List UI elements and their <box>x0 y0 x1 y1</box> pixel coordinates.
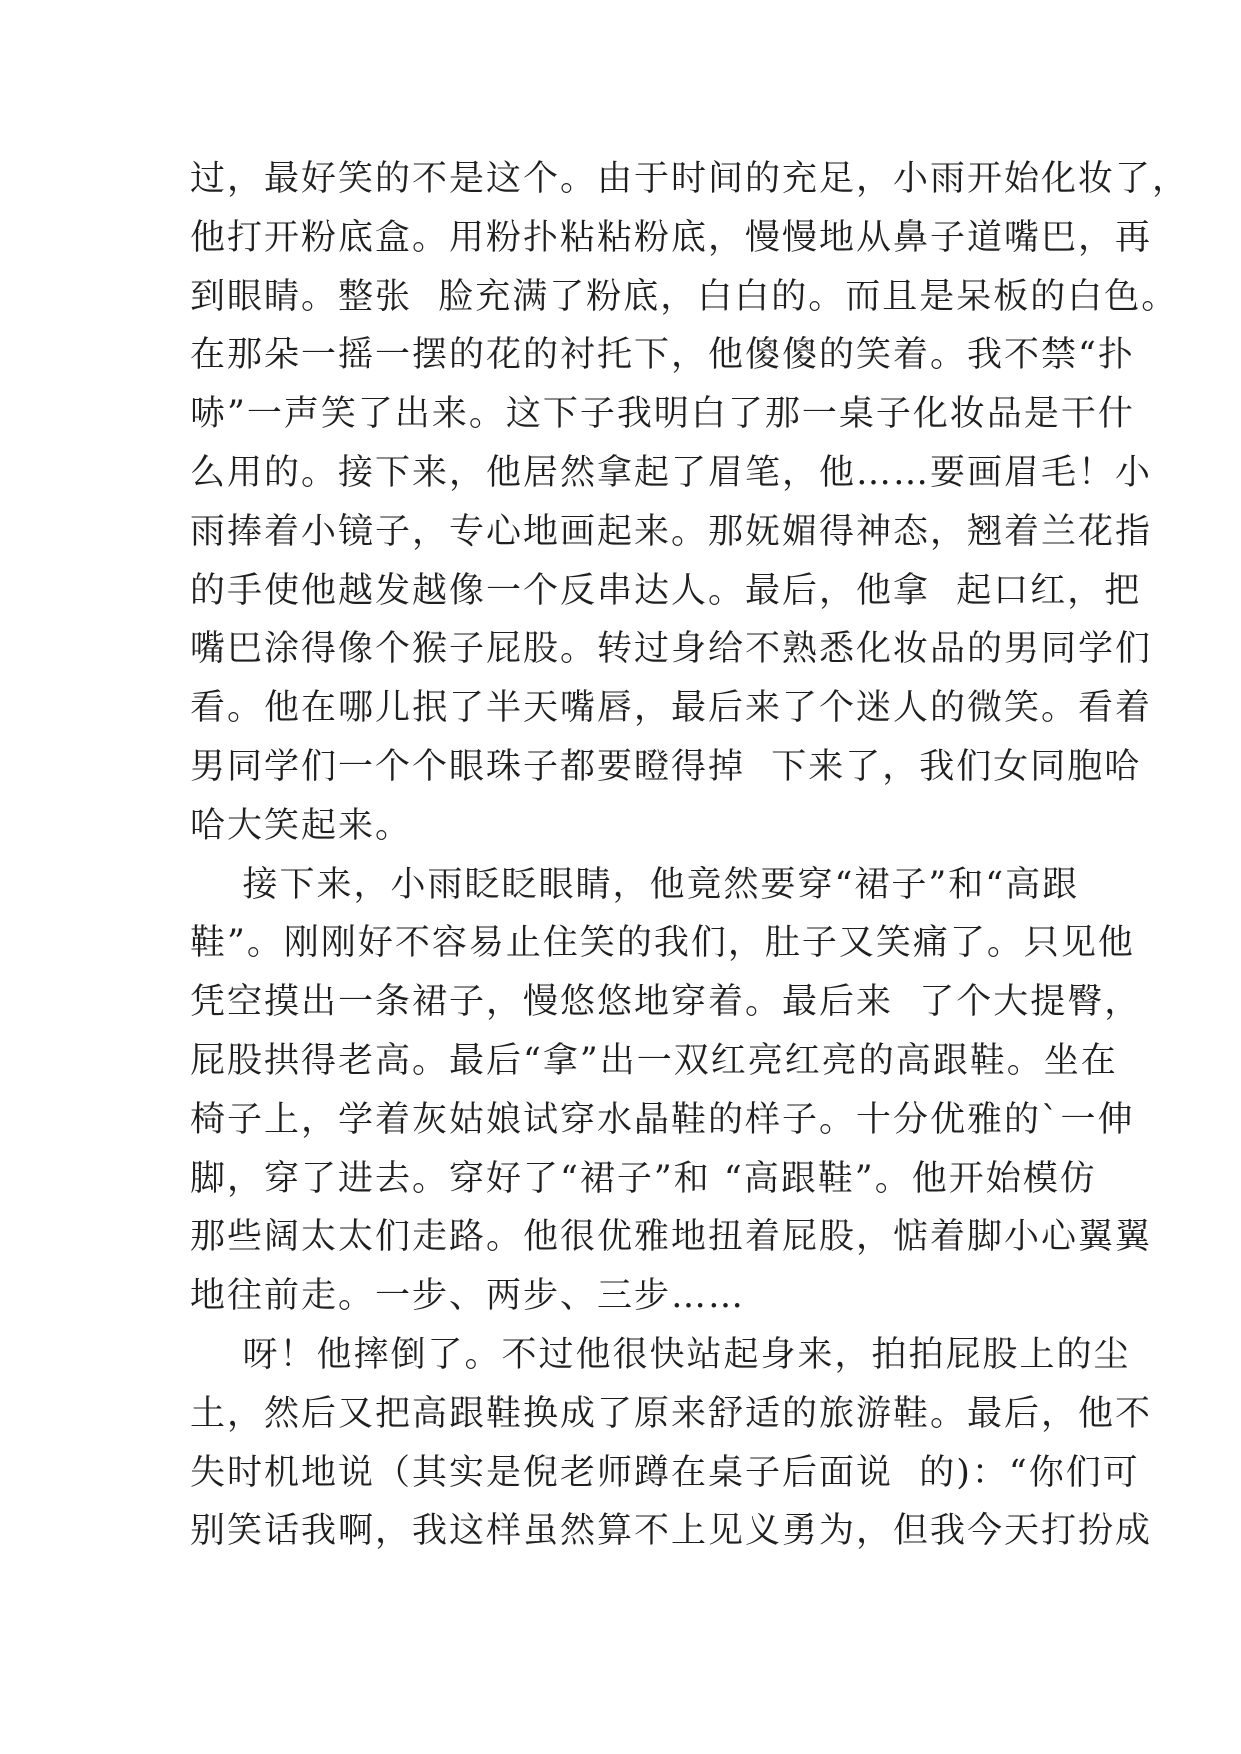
text-line: 的手使他越发越像一个反串达人。最后，他拿 起口红，把 <box>190 570 1142 611</box>
text-line: 地往前走。一步、两步、三步…… <box>190 1276 746 1317</box>
text-line: 看。他在哪儿抿了半天嘴唇，最后来了个迷人的微笑。看着 <box>190 688 1153 729</box>
text-line: 哈大笑起来。 <box>190 805 413 846</box>
text-line: 土，然后又把高跟鞋换成了原来舒适的旅游鞋。最后，他不 <box>190 1393 1153 1434</box>
text-line: 哧”一声笑了出来。这下子我明白了那一桌子化妆品是干什 <box>190 394 1135 435</box>
text-line: 么用的。接下来，他居然拿起了眉笔，他……要画眉毛！小 <box>190 452 1153 493</box>
text-line: 在那朵一摇一摆的花的衬托下，他傻傻的笑着。我不禁“扑 <box>190 335 1135 376</box>
text-line: 男同学们一个个眼珠子都要瞪得掉 下来了，我们女同胞哈 <box>190 746 1142 787</box>
text-line: 别笑话我啊，我这样虽然算不上见义勇为，但我今天打扮成 <box>190 1511 1153 1552</box>
text-line: 嘴巴涂得像个猴子屁股。转过身给不熟悉化妆品的男同学们 <box>190 629 1153 670</box>
text-line: 鞋”。刚刚好不容易止住笑的我们，肚子又笑痛了。只见他 <box>190 923 1135 964</box>
text-line: 他打开粉底盒。用粉扑粘粘粉底，慢慢地从鼻子道嘴巴，再 <box>190 217 1153 258</box>
body-text <box>190 150 1190 1561</box>
text-line: 屁股拱得老高。最后“拿”出一双红亮红亮的高跟鞋。坐在 <box>190 1040 1118 1081</box>
text-line: 凭空摸出一条裙子，慢悠悠地穿着。最后来 了个大提臀， <box>190 982 1142 1023</box>
text-line: 失时机地说（其实是倪老师蹲在桌子后面说 的)：“你们可 <box>190 1452 1140 1493</box>
text-line: 脚，穿了进去。穿好了“裙子”和 “高跟鞋”。他开始模仿 <box>190 1158 1097 1199</box>
text-line: 那些阔太太们走路。他很优雅地扭着屁股，惦着脚小心翼翼 <box>190 1217 1153 1258</box>
text-line: 过，最好笑的不是这个。由于时间的充足，小雨开始化妆了， <box>190 159 1190 199</box>
paragraph-start-line: 接下来，小雨眨眨眼睛，他竟然要穿“裙子”和“高跟 <box>190 864 1080 905</box>
text-line: 到眼睛。整张 脸充满了粉底，白白的。而且是呆板的白色。 <box>190 276 1179 317</box>
text-line: 椅子上，学着灰姑娘试穿水晶鞋的样子。十分优雅的`一伸 <box>190 1099 1135 1140</box>
text-line: 雨捧着小镜子，专心地画起来。那妩媚得神态，翘着兰花指 <box>190 511 1153 552</box>
paragraph-start-line: 呀！他摔倒了。不过他很快站起身来，拍拍屁股上的尘 <box>190 1334 1131 1375</box>
